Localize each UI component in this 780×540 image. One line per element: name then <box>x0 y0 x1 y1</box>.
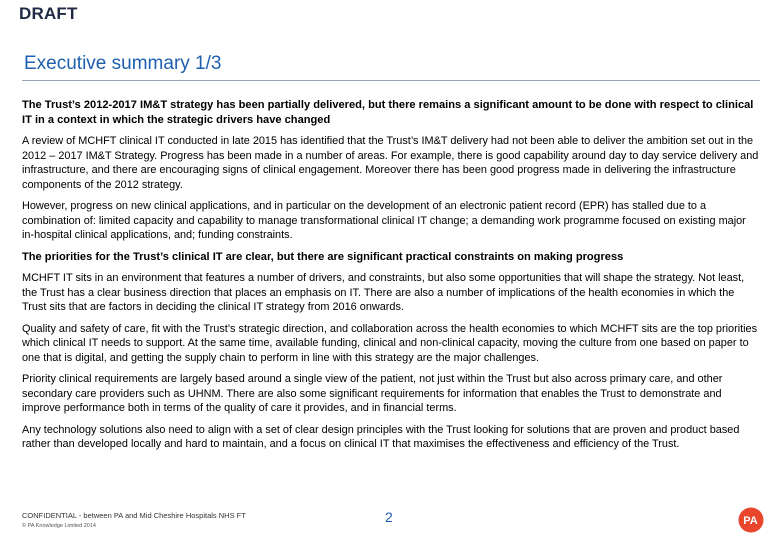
body-paragraph: Quality and safety of care, fit with the Trust’s strategic direction, and collaboration across the health economies to which MCHFT sits are the top priorities which clinical IT needs to support. At the same time, available funding, clinical and non-clinical capacity, moving the culture from one based on paper to one that is digital, and getting the supply chain to perform in line with this strategy are the major challenges. <box>22 322 758 364</box>
body-paragraph: Priority clinical requirements are largely based around a single view of the patient, not just within the Trust but also across primary care, and other secondary care providers such as UHNM. There are also some significant requirements for information that enables the Trust to demonstrate and improve performance both in terms of the quality of care it provides, and in financial terms. <box>22 373 723 414</box>
section-heading: The priorities for the Trust’s clinical IT are clear, but there are significant practical constraints on making progress <box>22 250 624 263</box>
body-paragraph: However, progress on new clinical applications, and in particular on the development of an electronic patient record (EPR) has stalled due to a combination of: limited capacity and capability to manage transformational clinical IT change; a demanding work programme focused on existing major in-hospital clinical applications, and; funding constraints. <box>22 200 746 241</box>
page-number: 2 <box>385 509 393 525</box>
pa-logo-text: PA <box>743 515 758 527</box>
confidential-notice: CONFIDENTIAL - between PA and Mid Cheshire Hospitals NHS FT <box>22 511 246 520</box>
body-paragraph: A review of MCHFT clinical IT conducted in late 2015 has identified that the Trust’s IM&T delivery had not been able to deliver the ambition set out in the 2012 – 2017 IM&T Strategy. Progress has been made in a number of areas. For example, there is good capability around day to day service delivery and infrastructure, and there are encouraging signs of clinical engagement. Moreover there has been good progress made in delivering the infrastructure components of the 2012 strategy. <box>22 135 759 191</box>
section-heading: The Trust’s 2012-2017 IM&T strategy has been partially delivered, but there remains a significant amount to be done with respect to clinical IT in a context in which the strategic drivers have changed <box>22 99 754 126</box>
summary-content <box>22 98 760 459</box>
page-title: Executive summary 1/3 <box>24 53 222 74</box>
title-divider <box>22 80 760 81</box>
body-paragraph: Any technology solutions also need to align with a set of clear design principles with the Trust looking for solutions that are proven and product based rather than developed locally and hard to maintain, and a focus on clinical IT that maximises the effectiveness and efficiency of the Trust. <box>22 423 740 450</box>
body-paragraph: MCHFT IT sits in an environment that features a number of drivers, and constraints, but also some opportunities that will shape the strategy. Not least, the Trust has a clear business direction that places an emphasis on IT. There are also a number of implications of the health economies in which the Trust sits that are factors in deciding the clinical IT strategy from 2016 onwards. <box>22 272 745 313</box>
draft-label: DRAFT <box>19 4 78 23</box>
pa-logo-icon <box>738 507 764 533</box>
copyright-notice: © PA Knowledge Limited 2014 <box>22 523 96 529</box>
